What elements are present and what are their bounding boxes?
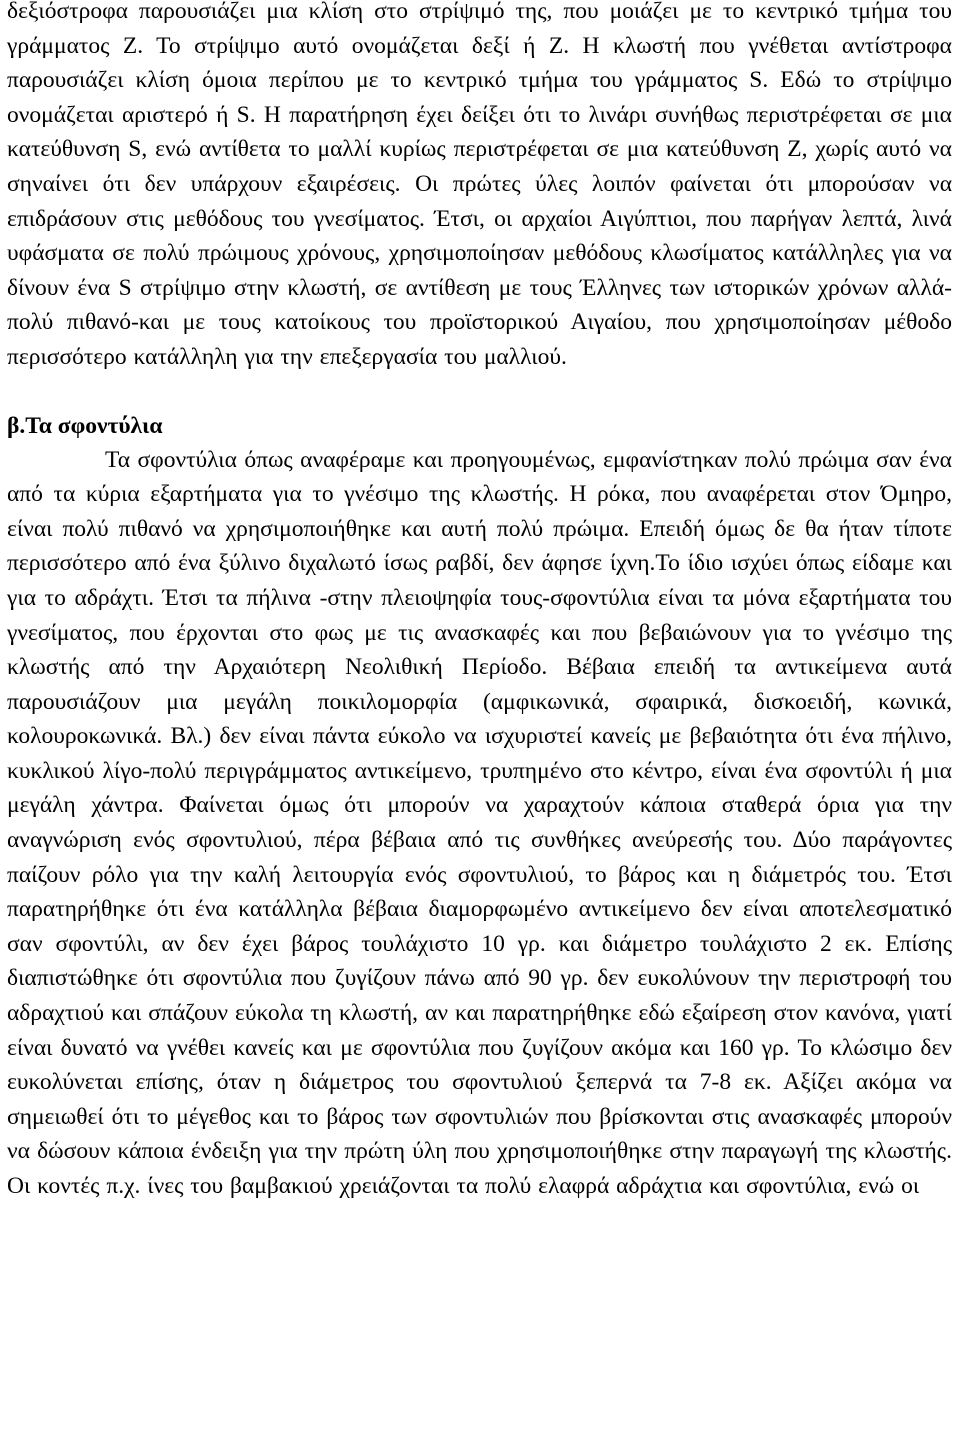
body-paragraph-2: Τα σφοντύλια όπως αναφέραμε και προηγουμένως, εμφανίστηκαν πολύ πρώιμα σαν ένα από τα κύρια εξαρτήματα για το γνέσιμο της κλωστής. Η ρόκα, που αναφέρεται στον Όμηρο, είναι πολύ πιθανό να χρησιμοποιήθηκε και αυτή πολύ πρώιμα. Επειδή όμως δε θα ήταν τίποτε περισσότερο από ένα ξύλινο διχαλωτό ίσως ραβδί, δεν άφησε ίχνη.Το ίδιο ισχύει όπως είδαμε και για το αδράχτι. Έτσι τα πήλινα -στην πλειοψηφία τους-σφοντύλια είναι τα μόνα εξαρτήματα του γνεσίματος, που έρχονται στο φως με τις ανασκαφές και που βεβαιώνουν για το γνέσιμο της κλωστής από την Αρχαιότερη Νεολιθική Περίοδο. Βέβαια επειδή τα αντικείμενα αυτά παρουσιάζουν μια μεγάλη ποικιλομορφία (αμφικωνικά, σφαιρικά, δισκοειδή, κωνικά, κολουροκωνικά. Βλ.) δεν είναι πάντα εύκολο να ισχυριστεί κανείς με βεβαιότητα ότι ένα πήλινο, κυκλικού λίγο-πολύ περιγράμματος αντικείμενο, τρυπημένο στο κέντρο, είναι ένα σφοντύλι ή μια μεγάλη χάντρα. Φαίνεται όμως ότι μπορούν να χαραχτούν κάποια σταθερά όρια για την αναγνώριση ενός σφοντυλιού, πέρα βέβαια από τις συνθήκες ανεύρεσής του. Δύο παράγοντες παίζουν ρόλο για την καλή λειτουργία ενός σφοντυλιού, το βάρος και η διάμετρός του. Έτσι παρατηρήθηκε ότι ένα κατάλληλα βέβαια διαμορφωμένο αντικείμενο δεν είναι αποτελεσματικό σαν σφοντύλι, αν δεν έχει βάρος τουλάχιστο 10 γρ. και διάμετρο τουλάχιστο 2 εκ. Επίσης διαπιστώθηκε ότι σφοντύλια που ζυγίζουν πάνω από 90 γρ. δεν ευκολύνουν την περιστροφή του αδραχτιού και σπάζουν εύκολα τη κλωστή, αν και παρατηρήθηκε εδώ εξαίρεση στον κανόνα, γιατί είναι δυνατό να γνέθει κανείς και με σφοντύλια που ζυγίζουν ακόμα και 160 γρ. Το κλώσιμο δεν ευκολύνεται επίσης, όταν η διάμετρος του σφοντυλιού ξεπερνά τα 7-8 εκ. Αξίζει ακόμα να σημειωθεί ότι το μέγεθος και το βάρος των σφοντυλιών που βρίσκονται στις ανασκαφές μπορούν να δώσουν κάποια ένδειξη για την πρώτη ύλη που χρησιμοποιήθηκε στην παραγωγή της κλωστής. Οι κοντές π.χ. ίνες του βαμβακιού χρειάζονται τα πολύ ελαφρά αδράχτια και σφοντύλια, ενώ οι xyxy=(7,446,952,1199)
body-paragraph-1: δεξιόστροφα παρουσιάζει μια κλίση στο στρίψιμό της, που μοιάζει με το κεντρικό τμήμα του γράμματος Ζ. Το στρίψιμο αυτό ονομάζεται δεξί ή Ζ. Η κλωστή που γνέθεται αντίστροφα παρουσιάζει κλίση όμοια περίπου με το κεντρικό τμήμα του γράμματος S. Εδώ το στρίψιμο ονομάζεται αριστερό ή S. Η παρατήρηση έχει δείξει ότι το λινάρι συνήθως περιστρέφεται σε μια κατεύθυνση S, ενώ αντίθετα το μαλλί κυρίως περιστρέφεται σε μια κατεύθυνση Ζ, χωρίς αυτό να σηναίνει ότι δεν υπάρχουν εξαιρέσεις. Οι πρώτες ύλες λοιπόν φαίνεται ότι μπορούσαν να επιδράσουν στις μεθόδους του γνεσίματος. Έτσι, οι αρχαίοι Αιγύπτιοι, που παρήγαν λεπτά, λινά υφάσματα σε πολύ πρώιμους χρόνους, χρησιμοποίησαν μεθόδους κλωσίματος κατάλληλες για να δίνουν ένα S στρίψιμο στην κλωστή, σε αντίθεση με τους Έλληνες των ιστορικών χρόνων αλλά-πολύ πιθανό-και με τους κατοίκους του προϊστορικού Αιγαίου, που χρησιμοποίησαν μέθοδο περισσότερο κατάλληλη για την επεξεργασία του μαλλιού. xyxy=(7,0,952,370)
section-heading: β.Τα σφοντύλια xyxy=(7,412,163,439)
